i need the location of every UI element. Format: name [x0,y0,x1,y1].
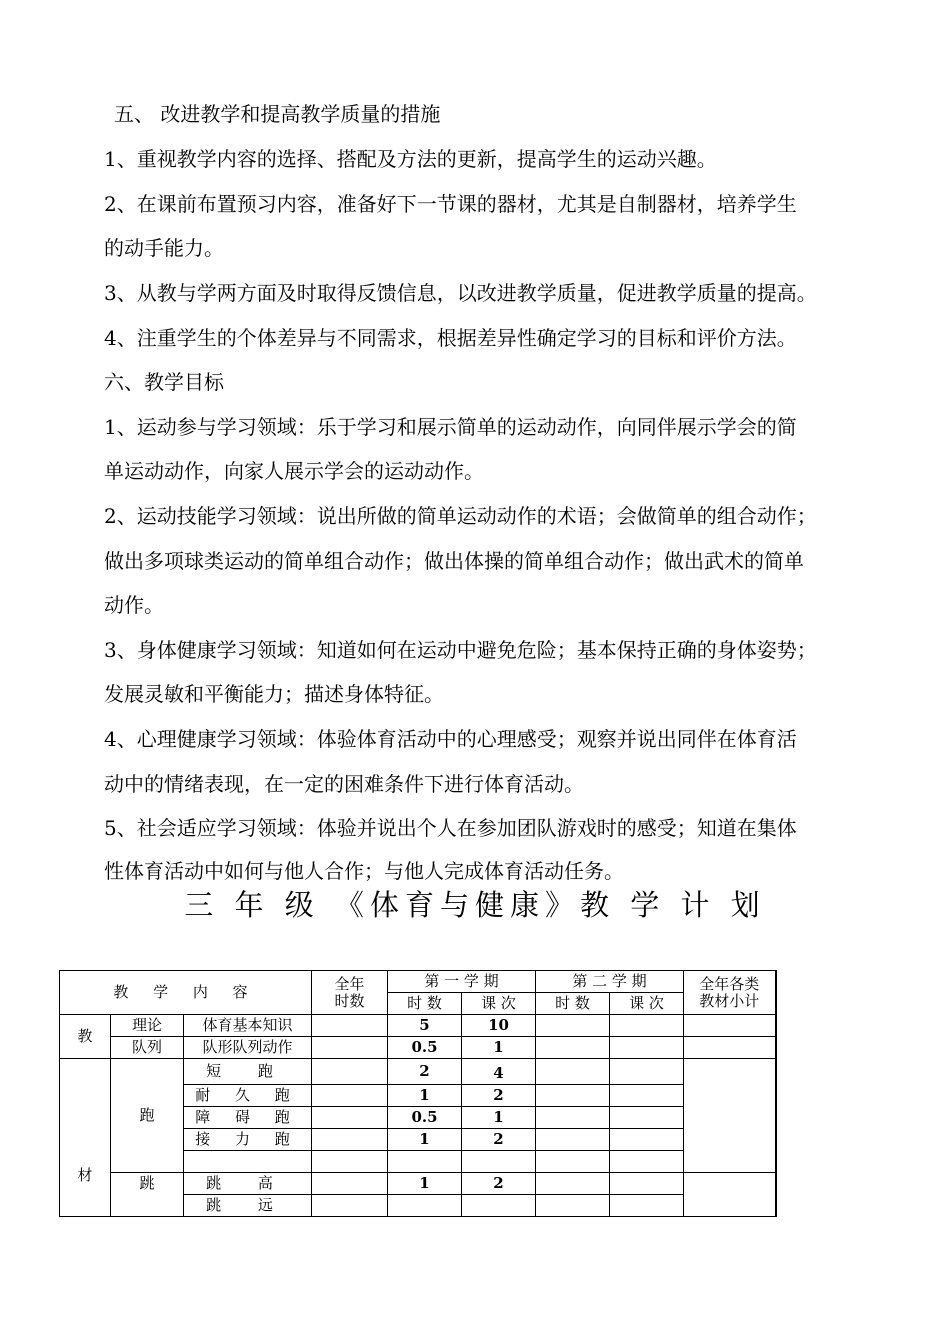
cell-t2-lessons [610,1173,684,1195]
cell-t2-lessons [610,1015,684,1037]
item-formation: 队形队列动作 [184,1037,312,1059]
paragraph-line: 4、心理健康学习领域：体验体育活动中的心理感受；观察并说出同伴在体育活 [104,727,797,751]
header-term2-lessons: 课 次 [610,993,684,1015]
cell-t2-lessons [610,1151,684,1173]
header-year-hours-line2: 时数 [334,991,365,1010]
section-heading-5: 五、 改进教学和提高教学质量的措施 [114,102,441,126]
cell-t1-hours [388,1151,462,1173]
cell-t1-hours: 1 [388,1085,462,1107]
cell-t2-lessons [610,1037,684,1059]
cell-t1-hours [388,1195,462,1217]
cell-t2-hours [536,1151,610,1173]
header-subtotal [684,971,776,1015]
cell-t1-lessons [462,1151,536,1173]
paragraph-line: 做出多项球类运动的简单组合动作；做出体操的简单组合动作；做出武术的简单 [104,549,804,573]
cell-t1-lessons: 2 [462,1085,536,1107]
cell-t1-lessons: 2 [462,1173,536,1195]
category-run: 跑 [111,1059,184,1173]
teaching-plan-table [59,970,777,1217]
item-theory: 体育基本知识 [184,1015,312,1037]
cell-t1-hours: 1 [388,1173,462,1195]
paragraph-line: 动作。 [104,593,164,617]
paragraph-line: 2、运动技能学习领域：说出所做的简单运动动作的术语；会做简单的组合动作； [104,504,817,528]
paragraph-line: 4、注重学生的个体差异与不同需求，根据差异性确定学习的目标和评价方法。 [104,326,797,350]
paragraph-line: 3、从教与学两方面及时取得反馈信息，以改进教学质量，促进教学质量的提高。 [104,281,817,305]
paragraph-line: 1、重视教学内容的选择、搭配及方法的更新，提高学生的运动兴趣。 [104,147,717,171]
cell-t1-hours: 0.5 [388,1037,462,1059]
cell-t2-hours [536,1173,610,1195]
cell-year-hours [312,1129,388,1151]
header-term-2: 第 二 学 期 [536,971,684,993]
header-term1-lessons: 课 次 [462,993,536,1015]
header-year-hours-line1: 全年 [334,974,365,993]
paragraph-line: 动中的情绪表现，在一定的困难条件下进行体育活动。 [104,772,584,796]
cell-t1-lessons: 10 [462,1015,536,1037]
side-label-top: 教 [60,1015,111,1059]
category-formation: 队列 [111,1037,184,1059]
cell-t2-lessons [610,1195,684,1217]
header-term2-hours: 时 数 [536,993,610,1015]
cell-year-hours [312,1173,388,1195]
item-empty [184,1151,312,1173]
side-label-bottom: 材 [60,1059,111,1217]
cell-t2-lessons [610,1085,684,1107]
cell-year-hours [312,1015,388,1037]
item-sprint: 短 跑 [184,1059,312,1085]
cell-t2-hours [536,1037,610,1059]
item-hurdle: 障 碍 跑 [184,1107,312,1129]
paragraph-line: 性体育活动中如何与他人合作；与他人完成体育活动任务。 [104,859,624,883]
paragraph-line: 5、社会适应学习领域：体验并说出个人在参加团队游戏时的感受；知道在集体 [104,816,797,840]
section-heading-6: 六、教学目标 [104,370,224,394]
header-subtotal-line2: 教材小计 [699,991,760,1010]
cell-t1-lessons: 2 [462,1129,536,1151]
cell-subtotal [684,1037,776,1059]
cell-year-hours [312,1037,388,1059]
item-relay: 接 力 跑 [184,1129,312,1151]
cell-t2-hours [536,1195,610,1217]
cell-subtotal-jump [684,1173,776,1217]
paragraph-line: 3、身体健康学习领域：知道如何在运动中避免危险；基本保持正确的身体姿势； [104,638,817,662]
cell-t2-lessons [610,1059,684,1085]
item-long-jump: 跳 远 [184,1195,312,1217]
cell-t2-lessons [610,1129,684,1151]
cell-t1-lessons [462,1195,536,1217]
cell-t2-hours [536,1129,610,1151]
cell-t2-hours [536,1107,610,1129]
header-term-1: 第 一 学 期 [388,971,536,993]
cell-year-hours [312,1107,388,1129]
cell-t1-hours: 0.5 [388,1107,462,1129]
cell-year-hours [312,1085,388,1107]
cell-t1-hours: 1 [388,1129,462,1151]
header-year-hours [312,971,388,1015]
cell-t1-lessons: 1 [462,1107,536,1129]
cell-t1-hours: 2 [388,1059,462,1085]
cell-t1-lessons: 1 [462,1037,536,1059]
header-subtotal-line1: 全年各类 [699,974,760,993]
cell-subtotal [684,1015,776,1037]
plan-title: 三 年 级 《体育与健康》教 学 计 划 [184,888,766,922]
cell-t1-lessons: 4 [462,1059,536,1085]
header-term1-hours: 时 数 [388,993,462,1015]
cell-t1-hours: 5 [388,1015,462,1037]
paragraph-line: 1、运动参与学习领域：乐于学习和展示简单的运动动作，向同伴展示学会的简 [104,415,797,439]
category-jump: 跳 [111,1173,184,1217]
cell-year-hours [312,1059,388,1085]
cell-t2-hours [536,1015,610,1037]
cell-year-hours [312,1195,388,1217]
cell-subtotal-run [684,1059,776,1173]
paragraph-line: 2、在课前布置预习内容，准备好下一节课的器材，尤其是自制器材，培养学生 [104,192,797,216]
cell-year-hours [312,1151,388,1173]
cell-t2-hours [536,1059,610,1085]
category-theory: 理论 [111,1015,184,1037]
cell-t2-hours [536,1085,610,1107]
paragraph-line: 单运动动作，向家人展示学会的运动动作。 [104,459,484,483]
paragraph-line: 发展灵敏和平衡能力；描述身体特征。 [104,682,444,706]
item-high-jump: 跳 高 [184,1173,312,1195]
item-endurance: 耐 久 跑 [184,1085,312,1107]
cell-t2-lessons [610,1107,684,1129]
paragraph-line: 的动手能力。 [104,236,224,260]
header-content: 教 学 内 容 [60,971,312,1015]
